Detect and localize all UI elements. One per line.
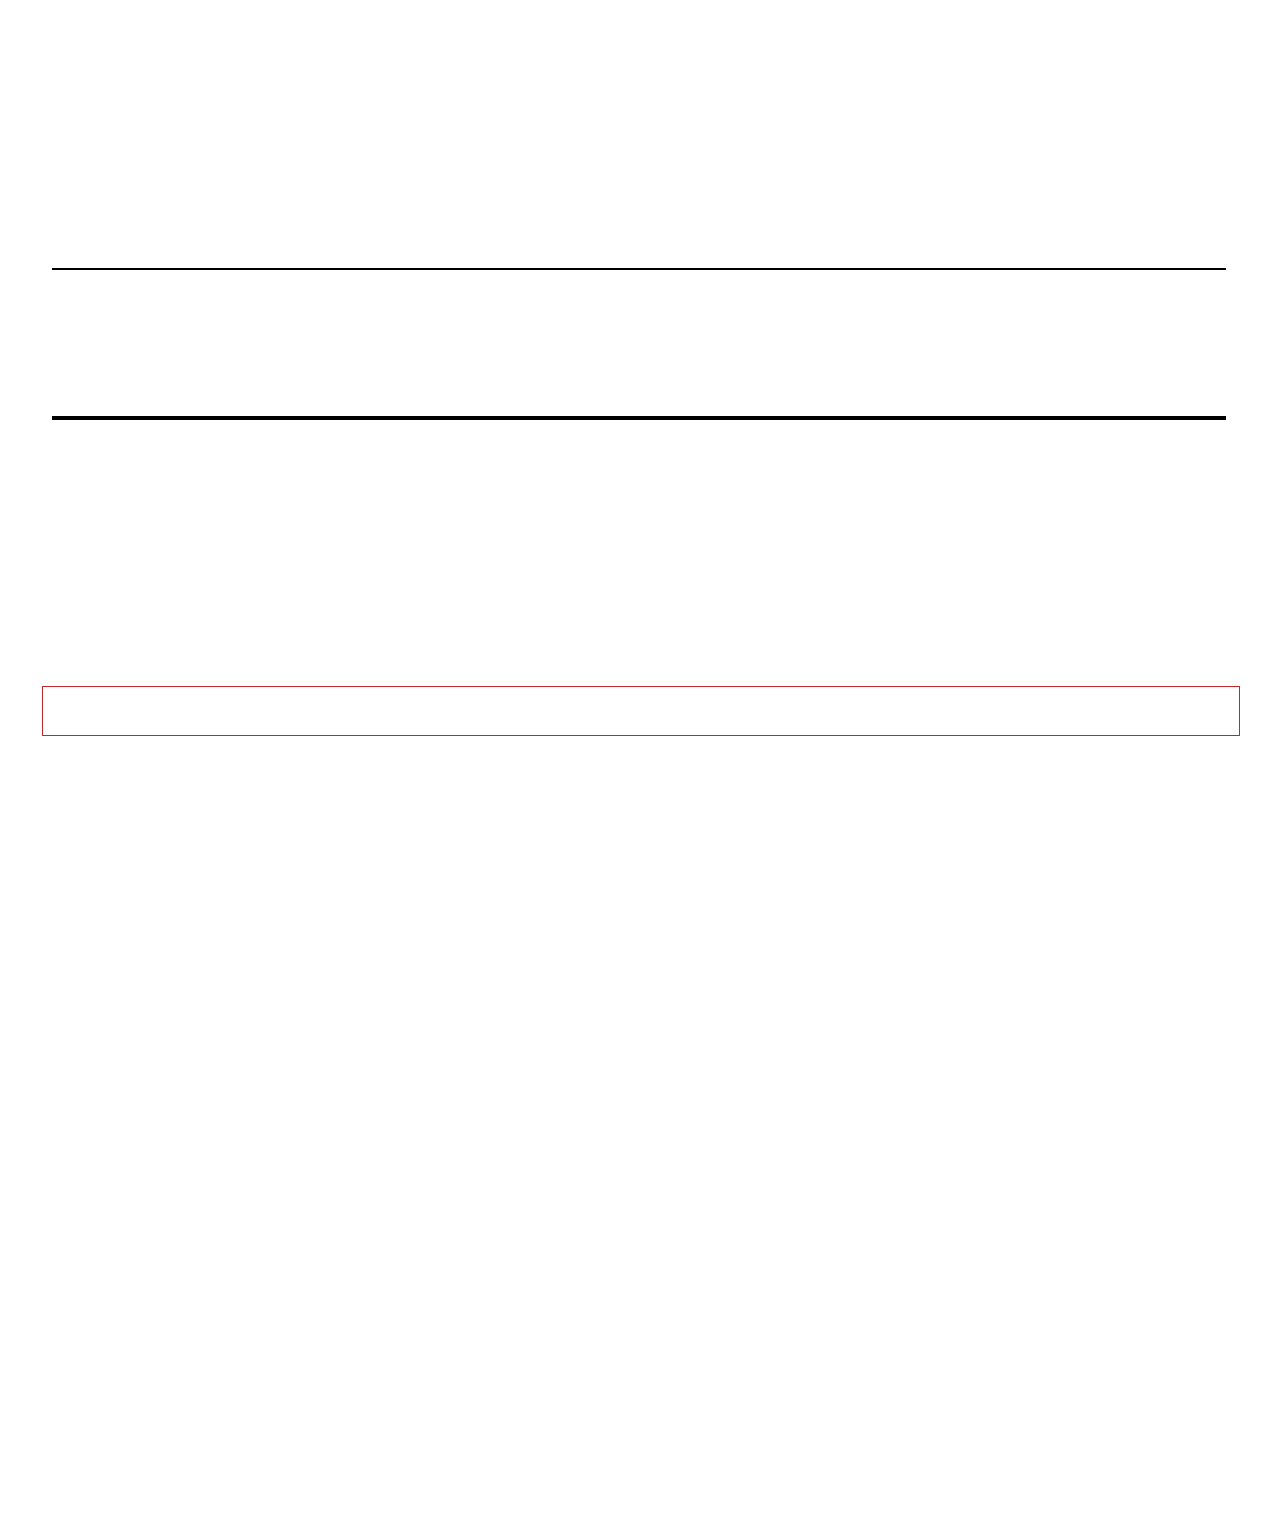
top-rule xyxy=(52,268,1226,270)
china-highlight-box xyxy=(42,686,1240,736)
header-rule xyxy=(52,416,1226,420)
